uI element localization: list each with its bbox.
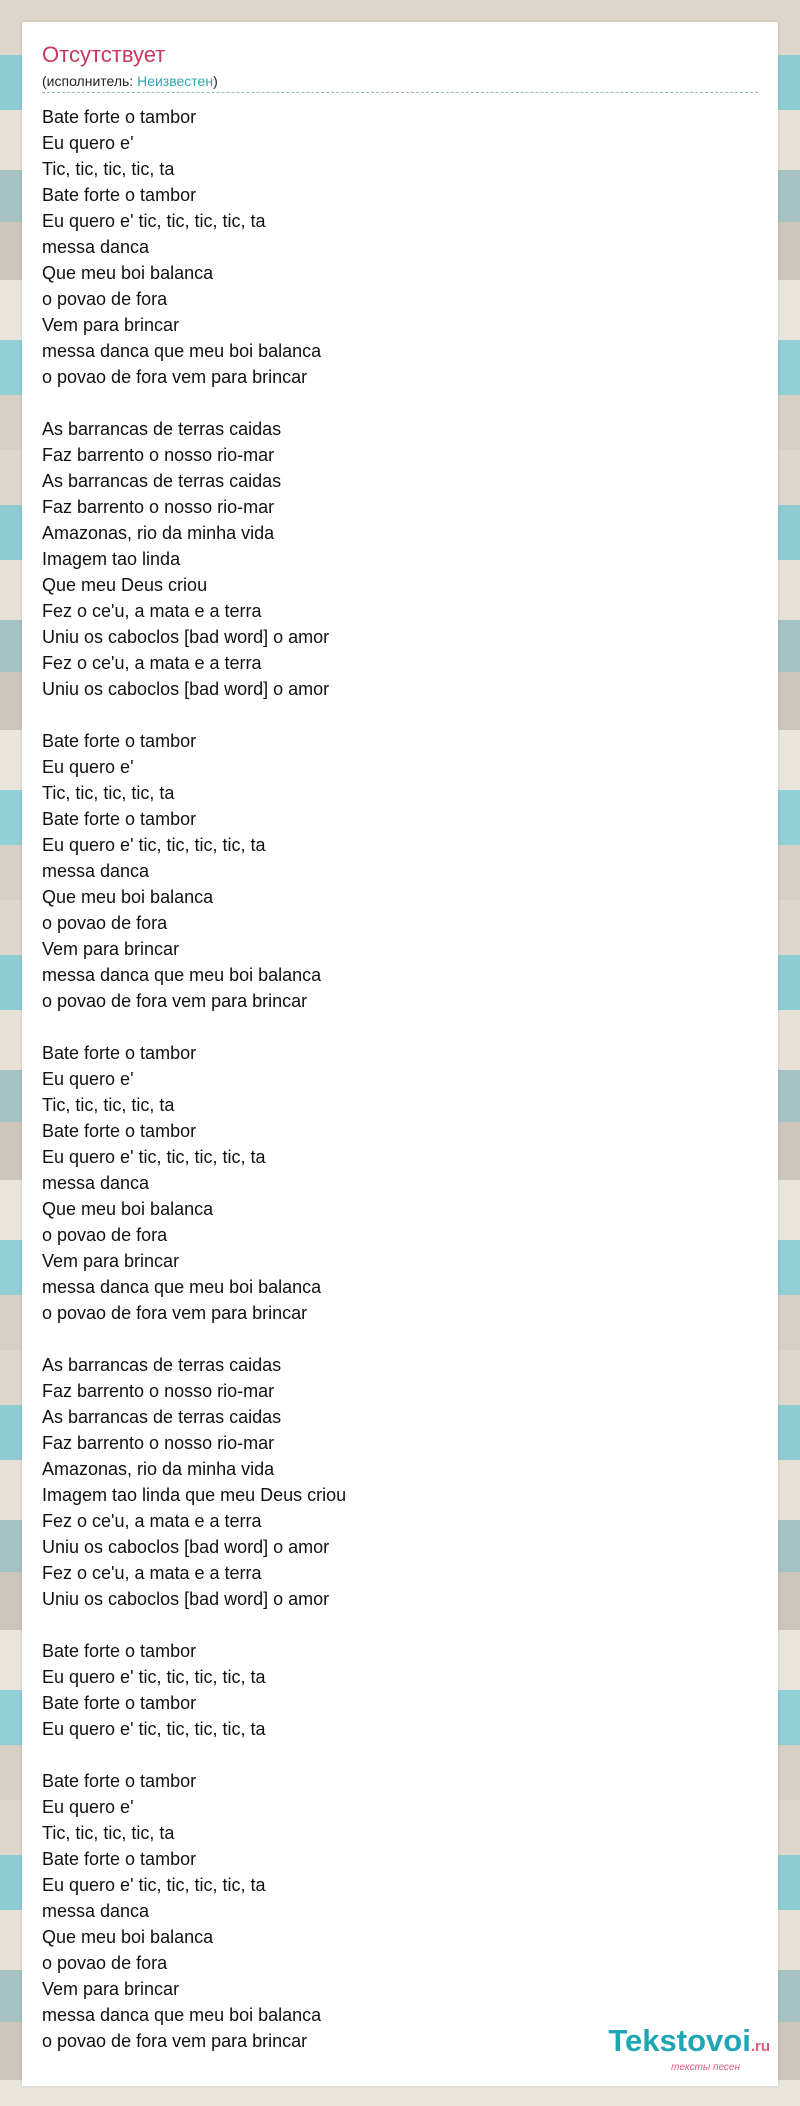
lyric-line: o povao de fora vem para brincar <box>42 1303 308 1323</box>
lyric-line: Vem para brincar <box>42 939 180 959</box>
stanza-break <box>42 390 742 416</box>
lyric-line: Amazonas, rio da minha vida <box>42 523 275 543</box>
lyric-line: messa danca que meu boi balanca <box>42 341 322 361</box>
lyric-line: o povao de fora <box>42 1953 168 1973</box>
lyric-line: Bate forte o tambor <box>42 731 197 751</box>
lyric-line: Bate forte o tambor <box>42 1641 197 1661</box>
lyric-line: o povao de fora vem para brincar <box>42 991 308 1011</box>
lyric-line: Fez o ce'u, a mata e a terra <box>42 1511 262 1531</box>
artist-prefix: (исполнитель: <box>42 73 138 89</box>
lyric-line: As barrancas de terras caidas <box>42 419 282 439</box>
lyric-line: Bate forte o tambor <box>42 1849 197 1869</box>
lyric-line: messa danca que meu boi balanca <box>42 2005 322 2025</box>
artist-suffix: ) <box>213 73 218 89</box>
lyric-line: Imagem tao linda que meu Deus criou <box>42 1485 347 1505</box>
lyric-line: Bate forte o tambor <box>42 1771 197 1791</box>
artist-link[interactable]: Неизвестен <box>137 73 214 89</box>
lyric-line: Faz barrento o nosso rio-mar <box>42 497 275 517</box>
lyric-line: Eu quero e' tic, tic, tic, tic, ta <box>42 1147 266 1167</box>
lyric-line: Vem para brincar <box>42 315 180 335</box>
lyric-line: Uniu os caboclos [bad word] o amor <box>42 679 330 699</box>
logo-wordmark <box>608 2025 770 2062</box>
lyric-line: o povao de fora <box>42 289 168 309</box>
lyric-line: messa danca <box>42 861 150 881</box>
lyric-line: Eu quero e' <box>42 133 134 153</box>
lyrics-card <box>22 22 778 2086</box>
lyrics-text <box>42 104 742 2054</box>
stanza-break <box>42 1742 742 1768</box>
lyric-line: o povao de fora vem para brincar <box>42 2031 308 2051</box>
artist-line <box>42 72 218 90</box>
lyric-line: Que meu boi balanca <box>42 1927 214 1947</box>
lyric-line: Fez o ce'u, a mata e a terra <box>42 601 262 621</box>
lyric-line: Faz barrento o nosso rio-mar <box>42 445 275 465</box>
lyric-line: Bate forte o tambor <box>42 107 197 127</box>
lyric-line: Eu quero e' tic, tic, tic, tic, ta <box>42 211 266 231</box>
lyric-line: Tic, tic, tic, tic, ta <box>42 1823 175 1843</box>
lyric-line: Que meu boi balanca <box>42 1199 214 1219</box>
lyric-line: Bate forte o tambor <box>42 185 197 205</box>
lyric-line: o povao de fora vem para brincar <box>42 367 308 387</box>
lyric-line: Que meu boi balanca <box>42 887 214 907</box>
lyric-line: o povao de fora <box>42 1225 168 1245</box>
lyric-line: o povao de fora <box>42 913 168 933</box>
lyric-line: messa danca <box>42 1173 150 1193</box>
site-logo[interactable] <box>608 2025 770 2074</box>
lyric-line: As barrancas de terras caidas <box>42 1355 282 1375</box>
lyric-line: Bate forte o tambor <box>42 809 197 829</box>
lyric-line: Faz barrento o nosso rio-mar <box>42 1433 275 1453</box>
lyric-line: Faz barrento o nosso rio-mar <box>42 1381 275 1401</box>
lyric-line: Imagem tao linda <box>42 549 181 569</box>
logo-tld: .ru <box>750 2038 770 2055</box>
stanza-break <box>42 1326 742 1352</box>
lyric-line: Fez o ce'u, a mata e a terra <box>42 653 262 673</box>
lyric-line: Eu quero e' <box>42 1797 134 1817</box>
lyric-line: Bate forte o tambor <box>42 1693 197 1713</box>
lyric-line: Eu quero e' tic, tic, tic, tic, ta <box>42 1667 266 1687</box>
lyric-line: Eu quero e' tic, tic, tic, tic, ta <box>42 1719 266 1739</box>
lyric-line: Fez o ce'u, a mata e a terra <box>42 1563 262 1583</box>
lyric-line: messa danca que meu boi balanca <box>42 1277 322 1297</box>
lyric-line: messa danca <box>42 1901 150 1921</box>
stanza-break <box>42 1014 742 1040</box>
lyric-line: Vem para brincar <box>42 1251 180 1271</box>
header-divider <box>42 92 758 93</box>
lyric-line: messa danca <box>42 237 150 257</box>
lyric-line: Uniu os caboclos [bad word] o amor <box>42 627 330 647</box>
logo-tagline: тексты песен <box>671 2062 740 2073</box>
logo-name: Tekstovoi <box>608 2023 751 2058</box>
lyric-line: Que meu boi balanca <box>42 263 214 283</box>
lyric-line: Tic, tic, tic, tic, ta <box>42 783 175 803</box>
lyric-line: Eu quero e' <box>42 1069 134 1089</box>
lyric-line: As barrancas de terras caidas <box>42 471 282 491</box>
song-title: Отсутствует <box>42 42 166 67</box>
lyric-line: Uniu os caboclos [bad word] o amor <box>42 1589 330 1609</box>
lyric-line: Amazonas, rio da minha vida <box>42 1459 275 1479</box>
lyric-line: Que meu Deus criou <box>42 575 208 595</box>
lyric-line: Eu quero e' tic, tic, tic, tic, ta <box>42 1875 266 1895</box>
stanza-break <box>42 702 742 728</box>
lyric-line: As barrancas de terras caidas <box>42 1407 282 1427</box>
lyric-line: Vem para brincar <box>42 1979 180 1999</box>
lyric-line: Tic, tic, tic, tic, ta <box>42 1095 175 1115</box>
lyric-line: Tic, tic, tic, tic, ta <box>42 159 175 179</box>
lyric-line: Bate forte o tambor <box>42 1043 197 1063</box>
lyric-line: Bate forte o tambor <box>42 1121 197 1141</box>
lyric-line: Eu quero e' <box>42 757 134 777</box>
lyric-line: Eu quero e' tic, tic, tic, tic, ta <box>42 835 266 855</box>
lyric-line: Uniu os caboclos [bad word] o amor <box>42 1537 330 1557</box>
lyric-line: messa danca que meu boi balanca <box>42 965 322 985</box>
stanza-break <box>42 1612 742 1638</box>
